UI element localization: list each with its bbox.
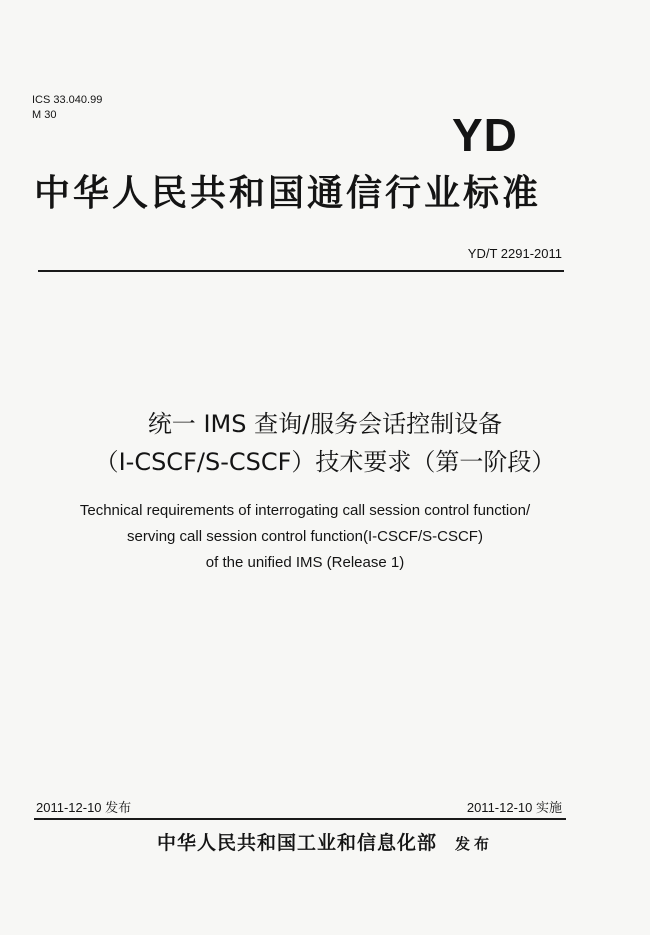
english-title-line-2: serving call session control function(I-CSCF/S-CSCF) <box>127 528 483 545</box>
publisher-name: 中华人民共和国工业和信息化部 <box>156 832 437 854</box>
publish-date: 2011-12-10 发布 <box>36 800 132 815</box>
ics-code: ICS 33.040.99 <box>32 94 103 106</box>
yd-logo: YD <box>452 109 518 161</box>
footer-divider <box>34 818 566 820</box>
class-code: M 30 <box>32 109 57 121</box>
english-title-line-3: of the unified IMS (Release 1) <box>205 554 405 571</box>
publisher-line <box>0 828 650 855</box>
implement-date: 2011-12-10 实施 <box>466 800 562 815</box>
chinese-title-line-1: 统一 IMS 查询/服务会话控制设备 <box>147 410 503 438</box>
classification-codes <box>32 93 102 123</box>
standard-number: YD/T 2291-2011 <box>467 246 562 261</box>
chinese-title-line-2: （I-CSCF/S-CSCF）技术要求（第一阶段） <box>94 448 556 476</box>
standard-category-title: 中华人民共和国通信行业标准 <box>34 173 542 214</box>
english-title <box>0 498 610 576</box>
english-title-line-1: Technical requirements of interrogating call session control function/ <box>79 502 531 519</box>
publish-action: 发布 <box>455 835 494 853</box>
header-divider <box>38 270 564 272</box>
